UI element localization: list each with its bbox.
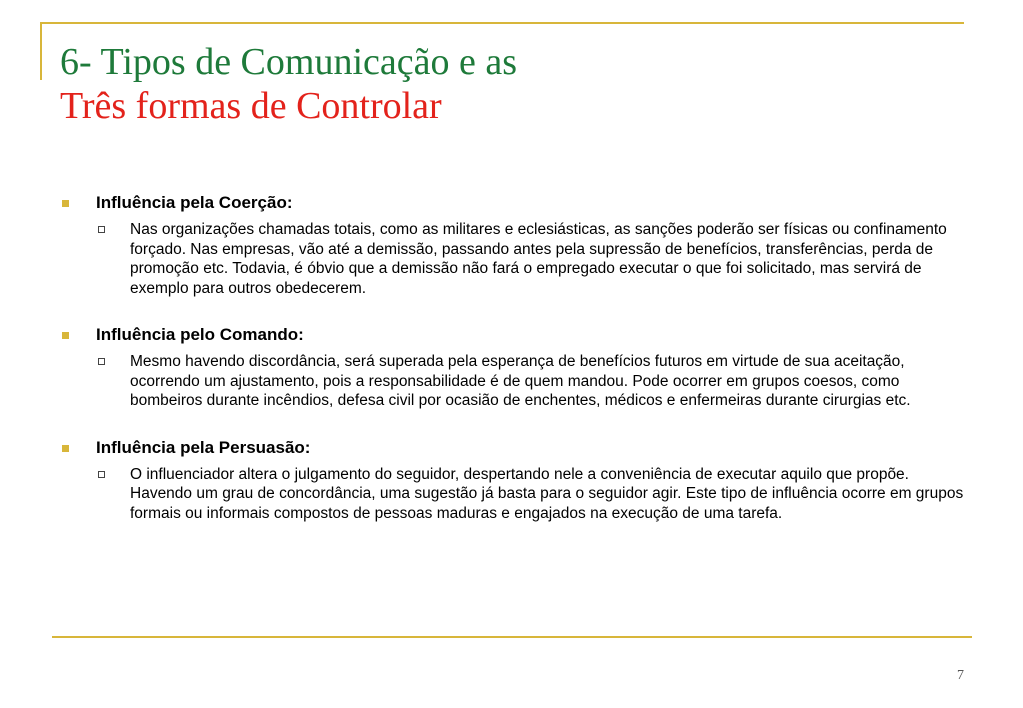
- page-number: 7: [957, 668, 964, 683]
- body-text: Mesmo havendo discordância, será superada pela esperança de benefícios futuros em virtude de sua aceitação, ocorrendo um ajustamento, pois a responsabilidade é de quem mandou. Pode ocorrer em grupos coesos, como bombeiros durante incêndios, defesa civil por ocasião de enchentes, médicos e enfermeiras durante cirurgias etc.: [130, 353, 911, 409]
- section-heading: [60, 437, 964, 459]
- heading-text: Influência pela Persuasão:: [96, 437, 311, 457]
- heading-text: Influência pela Coerção:: [96, 193, 293, 212]
- top-divider: [40, 22, 964, 24]
- left-accent-bar: [40, 22, 42, 80]
- section-persuasao: [60, 437, 964, 524]
- title-line-2: Três formas de Controlar: [60, 85, 442, 127]
- hollow-square-bullet-icon: [98, 471, 105, 478]
- section-body: [60, 352, 964, 411]
- hollow-square-bullet-icon: [98, 358, 105, 365]
- section-body: [60, 220, 964, 298]
- title-line-1: 6- Tipos de Comunicação e as: [60, 41, 518, 83]
- section-comando: [60, 324, 964, 411]
- square-bullet-icon: [62, 445, 69, 452]
- body-text: Nas organizações chamadas totais, como as militares e eclesiásticas, as sanções poderão ser físicas ou confinamento forçado. Nas empresas, vão até a demissão, passando antes pela supressão de benefícios, transferências, perda de promoção etc. Todavia, é óbvio que a demissão não fará o empregado executar o que foi solicitado, mas servirá de exemplo para outros obedecerem.: [130, 221, 947, 297]
- section-body: [60, 465, 964, 524]
- hollow-square-bullet-icon: [98, 226, 105, 233]
- heading-text: Influência pelo Comando:: [96, 325, 304, 344]
- bottom-divider: [52, 636, 972, 638]
- section-heading: [60, 324, 964, 346]
- section-heading: [60, 192, 964, 214]
- slide-content: [60, 192, 964, 549]
- square-bullet-icon: [62, 200, 69, 207]
- square-bullet-icon: [62, 332, 69, 339]
- section-coercao: [60, 192, 964, 298]
- slide-title: [60, 40, 517, 128]
- body-text: O influenciador altera o julgamento do seguidor, despertando nele a conveniência de executar aquilo que propõe. Havendo um grau de concordância, uma sugestão já basta para o seguidor agir. Este tipo de influência ocorre em grupos formais ou informais compostos de pessoas maduras e engajados na execução de uma tarefa.: [130, 465, 964, 522]
